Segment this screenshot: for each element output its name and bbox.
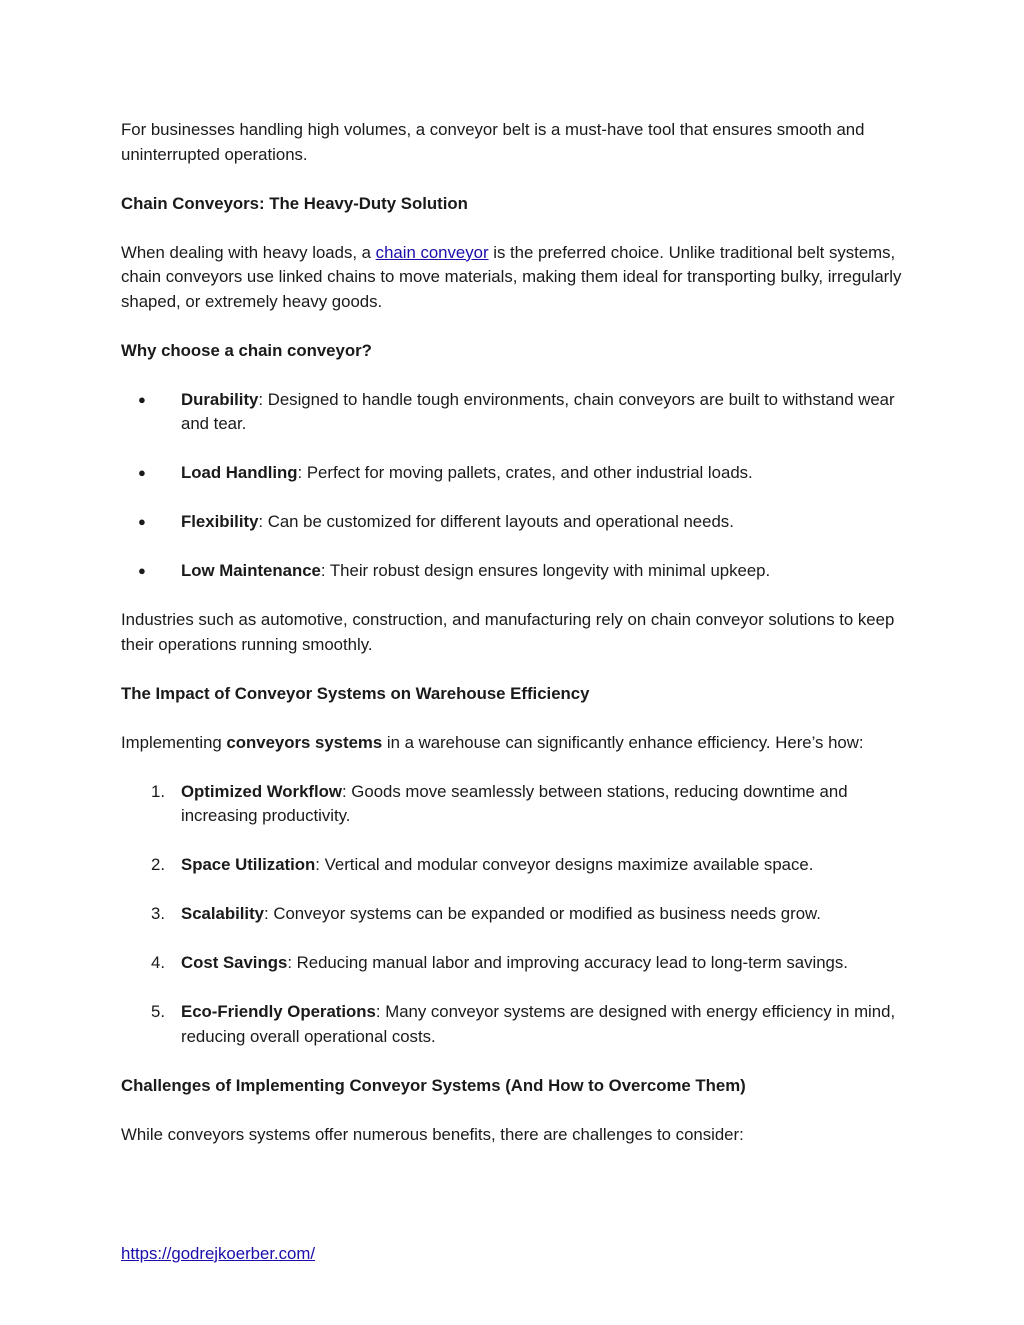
challenges-heading: Challenges of Implementing Conveyor Systems (And How to Overcome Them) (121, 1075, 746, 1095)
challenges-paragraph: While conveyors systems offer numerous benefits, there are challenges to consider: (121, 1124, 744, 1144)
list-item (121, 853, 911, 878)
list-number: 4. (151, 953, 165, 972)
list-item (121, 388, 911, 437)
benefit-term: Durability (181, 389, 259, 409)
implementing-lead: Implementing (121, 732, 227, 752)
list-number: 1. (151, 781, 165, 801)
benefit-description: : Their robust design ensures longevity with minimal upkeep. (320, 561, 771, 580)
benefit-description: : Can be customized for different layouts and operational needs. (258, 512, 734, 531)
list-item (121, 1000, 911, 1049)
bullet-icon: ● (138, 514, 146, 529)
benefit-term: Load Handling (181, 463, 298, 482)
efficiency-term: Cost Savings (181, 953, 288, 972)
bullet-icon: ● (138, 391, 146, 407)
chain-conveyors-heading: Chain Conveyors: The Heavy-Duty Solution (121, 193, 468, 213)
list-item (121, 951, 911, 976)
benefit-description: : Perfect for moving pallets, crates, and other industrial loads. (297, 463, 753, 482)
chain-conveyor-paragraph (121, 241, 911, 315)
industries-paragraph: Industries such as automotive, construction, and manufacturing rely on chain conveyor solutions to keep their operations running smoothly. (121, 610, 895, 654)
implementing-paragraph (121, 731, 911, 756)
bullet-icon: ● (138, 563, 146, 578)
page-footer (121, 1242, 315, 1267)
footer-website-link[interactable]: https://godrejkoerber.com/ (121, 1244, 316, 1263)
implementing-rest: in a warehouse can significantly enhance efficiency. Here’s how: (382, 732, 864, 752)
list-number: 5. (151, 1002, 165, 1021)
list-item (121, 559, 911, 584)
efficiency-description: : Many conveyor systems are designed with energy efficiency in mind, reducing overall operational costs. (181, 1002, 896, 1046)
efficiency-term: Optimized Workflow (181, 781, 342, 801)
list-item (121, 902, 911, 927)
chain-benefits-list (121, 388, 911, 584)
list-item (121, 780, 911, 829)
list-number: 3. (151, 904, 165, 923)
benefit-term: Flexibility (181, 512, 259, 531)
efficiency-term: Space Utilization (181, 855, 316, 874)
efficiency-description: : Reducing manual labor and improving accuracy lead to long-term savings. (287, 953, 848, 972)
why-choose-heading: Why choose a chain conveyor? (121, 340, 372, 360)
efficiency-description: : Conveyor systems can be expanded or modified as business needs grow. (264, 904, 821, 923)
efficiency-term: Scalability (181, 904, 265, 923)
chain-paragraph-lead: When dealing with heavy loads, a (121, 242, 376, 262)
efficiency-list (121, 780, 911, 1050)
bullet-icon: ● (138, 465, 146, 480)
efficiency-description: : Goods move seamlessly between stations, reducing downtime and increasing productivity. (181, 781, 848, 825)
list-item (121, 461, 911, 486)
list-number: 2. (151, 855, 165, 874)
implementing-bold: conveyors systems (226, 732, 383, 752)
intro-paragraph: For businesses handling high volumes, a conveyor belt is a must-have tool that ensures smooth and uninterrupted operations. (121, 120, 865, 164)
efficiency-term: Eco-Friendly Operations (181, 1002, 376, 1021)
list-item (121, 510, 911, 535)
benefit-term: Low Maintenance (181, 561, 321, 580)
chain-conveyor-link[interactable]: chain conveyor (375, 242, 489, 262)
document-body (121, 118, 911, 1172)
chain-paragraph-rest: is the preferred choice. Unlike traditional belt systems, chain conveyors use linked chains to move materials, making them ideal for transporting bulky, irregularly shaped, or extremely heavy goods. (121, 242, 902, 311)
efficiency-description: : Vertical and modular conveyor designs maximize available space. (315, 855, 814, 874)
benefit-description: : Designed to handle tough environments, chain conveyors are built to withstand wear and tear. (181, 389, 895, 433)
impact-heading: The Impact of Conveyor Systems on Warehouse Efficiency (121, 683, 590, 703)
